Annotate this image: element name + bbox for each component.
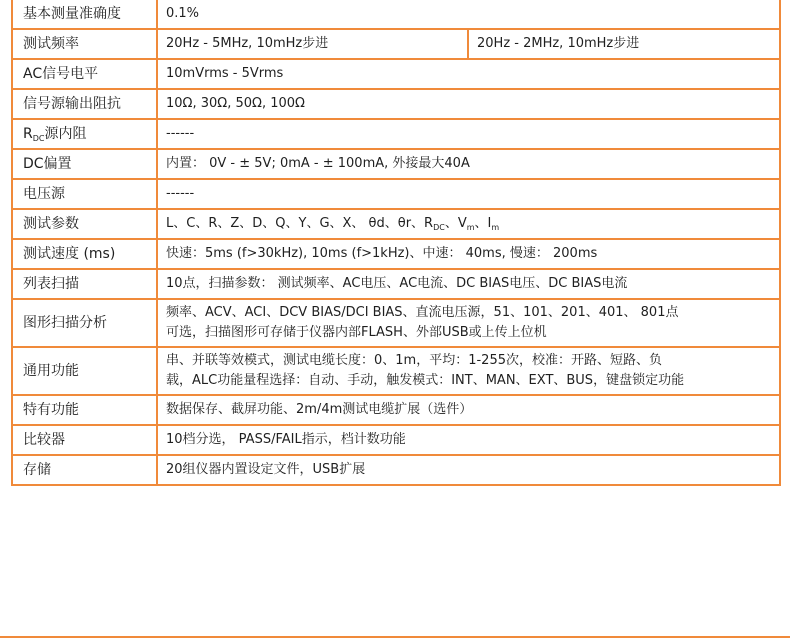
param-subscript: DC bbox=[433, 223, 445, 232]
param-list-i: 、I bbox=[474, 216, 492, 231]
row-value bbox=[157, 299, 780, 347]
table-row bbox=[12, 209, 780, 239]
row-label: DC偏置 bbox=[12, 149, 157, 179]
param-subscript: m bbox=[491, 223, 500, 232]
row-value bbox=[157, 209, 780, 239]
row-value: 快速：5ms (f>30kHz), 10ms (f>1kHz)、中速： 40ms, 慢速： 200ms bbox=[157, 239, 780, 269]
table-row bbox=[12, 455, 780, 485]
row-label: 电压源 bbox=[12, 179, 157, 209]
param-list-v: 、V bbox=[444, 216, 467, 231]
value-line: 频率、ACV、ACI、DCV BIAS/DCI BIAS、直流电压源，51、101、201、401、 801点 bbox=[166, 305, 679, 320]
table-row bbox=[12, 89, 780, 119]
param-subscript: m bbox=[466, 223, 475, 232]
row-label: 比较器 bbox=[12, 425, 157, 455]
table-row bbox=[12, 269, 780, 299]
table-row bbox=[12, 119, 780, 149]
table-row bbox=[12, 149, 780, 179]
label-tail: 源内阻 bbox=[44, 126, 87, 142]
row-label: 信号源输出阻抗 bbox=[12, 89, 157, 119]
value-line: 串、并联等效模式，测试电缆长度：0、1m，平均：1-255次，校准：开路、短路、负 bbox=[166, 353, 662, 368]
row-label: 测试速度 (ms) bbox=[12, 239, 157, 269]
table-row bbox=[12, 179, 780, 209]
label-main: R bbox=[23, 126, 33, 142]
row-value: 10mVrms - 5Vrms bbox=[157, 59, 780, 89]
row-value: 10Ω, 30Ω, 50Ω, 100Ω bbox=[157, 89, 780, 119]
row-value bbox=[157, 347, 780, 395]
row-label: 基本测量准确度 bbox=[12, 0, 157, 29]
row-value: 内置： 0V - ± 5V; 0mA - ± 100mA, 外接最大40A bbox=[157, 149, 780, 179]
row-value: 0.1% bbox=[157, 0, 780, 29]
table-row bbox=[12, 59, 780, 89]
row-value: ------ bbox=[157, 119, 780, 149]
label-subscript: DC bbox=[32, 134, 45, 143]
table-row bbox=[12, 395, 780, 425]
row-label: 存储 bbox=[12, 455, 157, 485]
row-value: 数据保存、截屏功能、2m/4m测试电缆扩展（选件） bbox=[157, 395, 780, 425]
row-label: 列表扫描 bbox=[12, 269, 157, 299]
row-label: 测试频率 bbox=[12, 29, 157, 59]
table-row bbox=[12, 425, 780, 455]
row-label bbox=[12, 119, 157, 149]
bottom-divider bbox=[0, 636, 790, 638]
row-value: 20组仪器内置设定文件，USB扩展 bbox=[157, 455, 780, 485]
table-row bbox=[12, 299, 780, 347]
row-value: 10档分选， PASS/FAIL指示，档计数功能 bbox=[157, 425, 780, 455]
row-value-alt: 20Hz - 2MHz, 10mHz步进 bbox=[468, 29, 780, 59]
table-row bbox=[12, 239, 780, 269]
row-label: 测试参数 bbox=[12, 209, 157, 239]
row-label: 通用功能 bbox=[12, 347, 157, 395]
row-label: AC信号电平 bbox=[12, 59, 157, 89]
spec-table bbox=[11, 0, 781, 486]
row-value: 10点，扫描参数： 测试频率、AC电压、AC电流、DC BIAS电压、DC BIAS电流 bbox=[157, 269, 780, 299]
value-line: 可选，扫描图形可存储于仪器内部FLASH、外部USB或上传上位机 bbox=[166, 325, 547, 340]
table-row bbox=[12, 0, 780, 29]
row-value: 20Hz - 5MHz, 10mHz步进 bbox=[157, 29, 468, 59]
table-row bbox=[12, 29, 780, 59]
table-row bbox=[12, 347, 780, 395]
row-label: 图形扫描分析 bbox=[12, 299, 157, 347]
param-list: L、C、R、Z、D、Q、Y、G、X、 θd、θr、R bbox=[166, 216, 434, 231]
row-value: ------ bbox=[157, 179, 780, 209]
row-label: 特有功能 bbox=[12, 395, 157, 425]
value-line: 载，ALC功能量程选择：自动、手动，触发模式：INT、MAN、EXT、BUS，键盘锁定功能 bbox=[166, 373, 685, 388]
